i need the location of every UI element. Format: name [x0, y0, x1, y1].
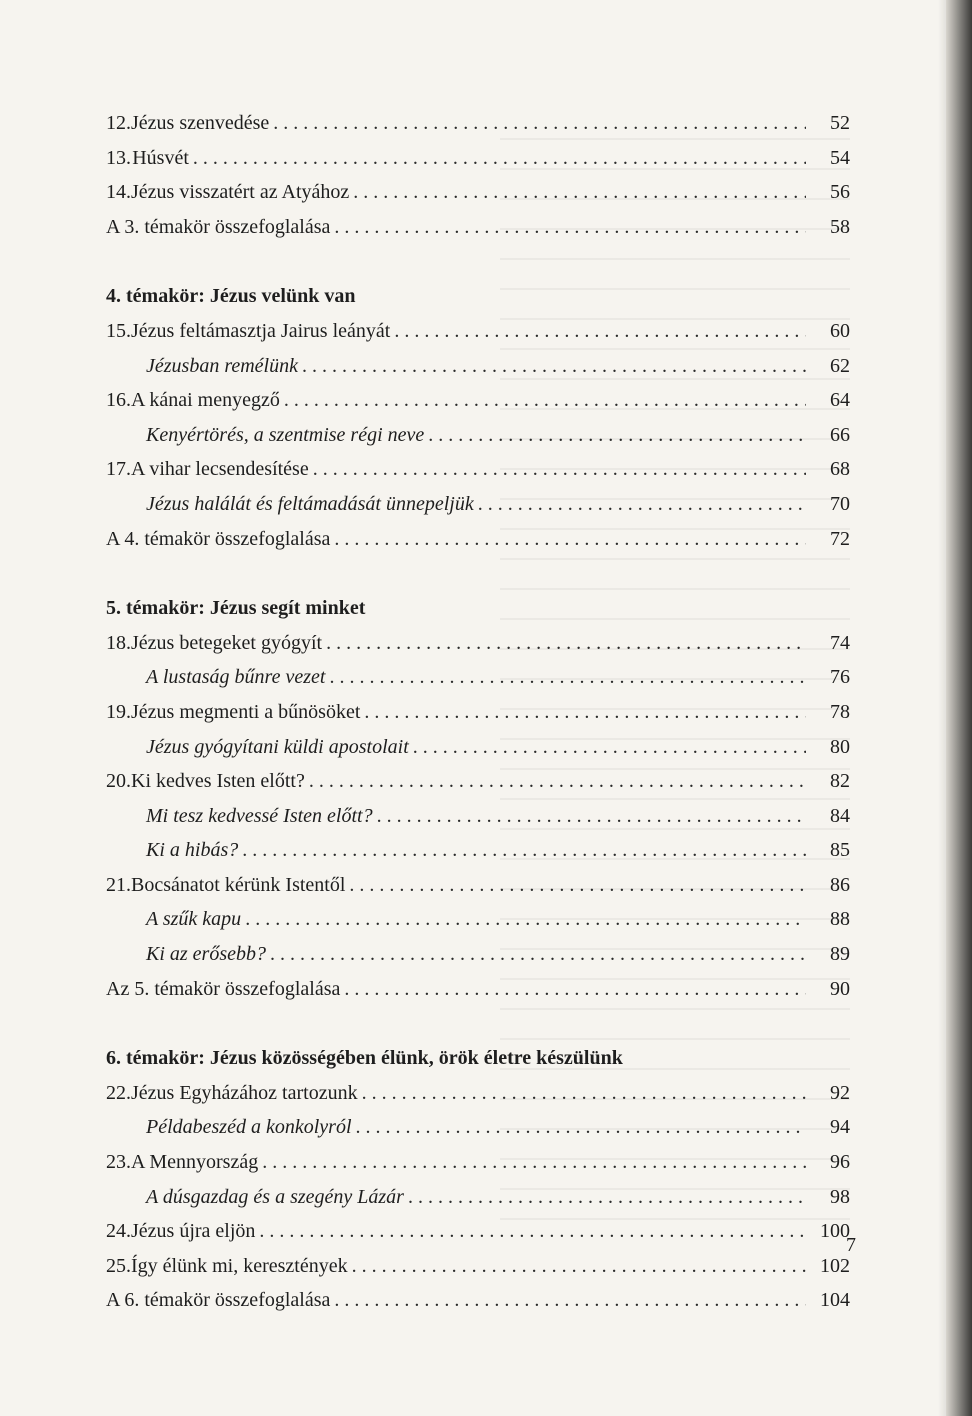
toc-entry: [106, 141, 850, 176]
entry-title: Jézus megmenti a bűnösöket: [131, 700, 361, 723]
entry-title: Jézus visszatért az Atyához: [131, 181, 350, 204]
dot-leader: [344, 972, 806, 1007]
entry-page: 100: [820, 1220, 850, 1243]
entry-page: 62: [830, 354, 850, 377]
entry-title: A szűk kapu: [146, 908, 242, 931]
entry-page: 80: [830, 735, 850, 758]
entry-page: 70: [830, 492, 850, 515]
dot-leader: [334, 522, 806, 557]
entry-title: A dúsgazdag és a szegény Lázár: [146, 1185, 404, 1208]
toc-entry: [106, 1110, 850, 1145]
toc-entry: [106, 522, 850, 557]
entry-page: 66: [830, 423, 850, 446]
toc-entry: [106, 1076, 850, 1111]
dot-leader: [408, 1180, 806, 1215]
toc-entry: [106, 487, 850, 522]
dot-leader: [413, 730, 806, 765]
entry-page: 60: [830, 319, 850, 342]
toc-entry: [106, 210, 850, 245]
entry-page: 88: [830, 908, 850, 931]
entry-page: 102: [820, 1254, 850, 1277]
entry-number: 14.: [106, 181, 131, 204]
entry-title: Jézusban remélünk: [146, 354, 298, 377]
toc-entry: [106, 383, 850, 418]
toc-entry: [106, 937, 850, 972]
entry-title: Így élünk mi, keresztények: [131, 1254, 348, 1277]
entry-number: 25.: [106, 1254, 131, 1277]
toc-entry: [106, 314, 850, 349]
dot-leader: [364, 695, 806, 730]
entry-page: 54: [830, 146, 850, 169]
dot-leader: [394, 314, 806, 349]
toc-entry: [106, 1180, 850, 1215]
dot-leader: [302, 349, 806, 384]
entry-number: 24.: [106, 1220, 131, 1243]
entry-title: Példabeszéd a konkolyról: [146, 1116, 352, 1139]
entry-title: Mi tesz kedvessé Isten előtt?: [146, 804, 373, 827]
dot-leader: [270, 937, 806, 972]
entry-title: Kenyértörés, a szentmise régi neve: [146, 423, 425, 446]
toc-entry: [106, 1145, 850, 1180]
entry-title: Húsvét: [132, 146, 189, 169]
toc-entry: [106, 1249, 850, 1284]
entry-title: A Mennyország: [131, 1151, 259, 1174]
dot-leader: [284, 383, 806, 418]
dot-leader: [313, 452, 806, 487]
dot-leader: [352, 1249, 806, 1284]
entry-number: 23.: [106, 1151, 131, 1174]
entry-page: 96: [830, 1151, 850, 1174]
entry-page: 72: [830, 527, 850, 550]
entry-title: A 3. témakör összefoglalása: [106, 215, 331, 238]
entry-title: A 4. témakör összefoglalása: [106, 527, 331, 550]
section-gap: [106, 556, 850, 591]
entry-title: Jézus feltámasztja Jairus leányát: [131, 319, 391, 342]
book-edge: [946, 0, 972, 1416]
entry-title: Jézus újra eljön: [131, 1220, 256, 1243]
entry-title: A vihar lecsendesítése: [131, 458, 309, 481]
dot-leader: [326, 626, 806, 661]
dot-leader: [262, 1145, 806, 1180]
dot-leader: [245, 902, 806, 937]
entry-page: 85: [830, 839, 850, 862]
toc-entry: [106, 764, 850, 799]
entry-number: 19.: [106, 700, 131, 723]
entry-number: 12.: [106, 112, 131, 134]
entry-number: 15.: [106, 319, 131, 342]
entry-number: 13.: [106, 146, 131, 169]
dot-leader: [353, 175, 806, 210]
entry-page: 76: [830, 666, 850, 689]
dot-leader: [334, 210, 806, 245]
entry-number: 16.: [106, 389, 131, 412]
entry-title: Ki a hibás?: [146, 839, 239, 862]
entry-title: Jézus gyógyítani küldi apostolait: [146, 735, 409, 758]
dot-leader: [478, 487, 806, 522]
toc-entry: [106, 418, 850, 453]
entry-number: 18.: [106, 631, 131, 654]
table-of-contents: [106, 106, 850, 1318]
dot-leader: [329, 660, 806, 695]
toc-entry: [106, 902, 850, 937]
entry-page: 74: [830, 631, 850, 654]
toc-entry: [106, 1283, 850, 1318]
toc-entry: [106, 660, 850, 695]
entry-page: 104: [820, 1289, 850, 1312]
page-gutter-shadow: [938, 0, 946, 1416]
entry-page: 56: [830, 181, 850, 204]
entry-title: Jézus betegeket gyógyít: [131, 631, 323, 654]
section-gap: [106, 244, 850, 279]
dot-leader: [242, 833, 806, 868]
toc-entry: [106, 1214, 850, 1249]
entry-page: 64: [830, 389, 850, 412]
entry-page: 58: [830, 215, 850, 238]
toc-entry: [106, 106, 850, 141]
entry-number: 20.: [106, 770, 131, 793]
page-number: 7: [846, 1234, 856, 1256]
entry-page: 78: [830, 700, 850, 723]
section-heading: 4. témakör: Jézus velünk van: [106, 285, 356, 308]
dot-leader: [273, 106, 806, 141]
entry-title: Jézus halálát és feltámadását ünnepeljük: [146, 492, 474, 515]
entry-title: A lustaság bűnre vezet: [146, 666, 326, 689]
dot-leader: [356, 1110, 807, 1145]
toc-entry: [106, 972, 850, 1007]
entry-page: 82: [830, 770, 850, 793]
dot-leader: [334, 1283, 806, 1318]
entry-title: Jézus Egyházához tartozunk: [131, 1081, 358, 1104]
section-heading: 5. témakör: Jézus segít minket: [106, 597, 366, 620]
toc-entry: [106, 452, 850, 487]
entry-title: A 6. témakör összefoglalása: [106, 1289, 331, 1312]
entry-page: 92: [830, 1081, 850, 1104]
toc-entry: [106, 175, 850, 210]
dot-leader: [362, 1076, 806, 1111]
entry-title: Bocsánatot kérünk Istentől: [131, 873, 346, 896]
entry-title: Az 5. témakör összefoglalása: [106, 977, 341, 1000]
toc-entry: [106, 695, 850, 730]
entry-title: A kánai menyegző: [131, 389, 280, 412]
dot-leader: [259, 1214, 806, 1249]
entry-page: 94: [830, 1116, 850, 1139]
toc-entry: [106, 349, 850, 384]
entry-title: Ki az erősebb?: [146, 943, 266, 966]
toc-entry: [106, 730, 850, 765]
entry-number: 21.: [106, 873, 131, 896]
dot-leader: [349, 868, 806, 903]
dot-leader: [309, 764, 806, 799]
entry-number: 17.: [106, 458, 131, 481]
entry-page: 90: [830, 977, 850, 1000]
entry-page: 52: [830, 112, 850, 134]
toc-entry: [106, 626, 850, 661]
entry-title: Jézus szenvedése: [131, 112, 270, 134]
entry-page: 84: [830, 804, 850, 827]
entry-page: 98: [830, 1185, 850, 1208]
entry-number: 22.: [106, 1081, 131, 1104]
toc-entry: [106, 833, 850, 868]
dot-leader: [377, 799, 806, 834]
dot-leader: [193, 141, 806, 176]
entry-page: 68: [830, 458, 850, 481]
entry-page: 86: [830, 873, 850, 896]
toc-entry: [106, 799, 850, 834]
entry-page: 89: [830, 943, 850, 966]
dot-leader: [428, 418, 806, 453]
entry-title: Ki kedves Isten előtt?: [131, 770, 305, 793]
section-heading: 6. témakör: Jézus közösségében élünk, örök életre készülünk: [106, 1047, 623, 1070]
section-gap: [106, 1006, 850, 1041]
toc-entry: [106, 868, 850, 903]
